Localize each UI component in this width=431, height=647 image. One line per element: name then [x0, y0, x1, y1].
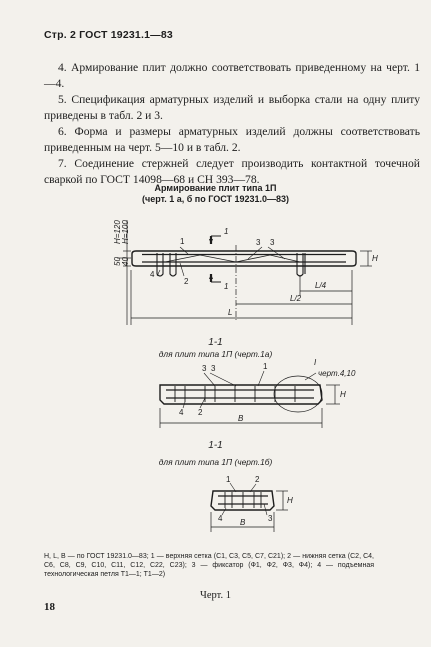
callout-3b: 3	[270, 238, 275, 247]
figure-legend: Н, L, В — по ГОСТ 19231.0—83; 1 — верхняя сетка (С1, С3, С5, С7, С21); 2 — нижняя сетка (С2, С4, С6, С8, С9, С10, С11, С12, С22, С23); 3 — фиксатор (Ф1, Ф2, Ф3, Ф4); 4 — подъемная технологическая петля Т1—1; Т1—2)	[44, 553, 374, 578]
section-a-callout-3a: 3	[202, 364, 207, 373]
page-header: Стр. 2 ГОСТ 19231.1—83	[44, 29, 173, 41]
section-b-dim-h: Н	[287, 496, 293, 505]
section-b-title: 1-1	[208, 440, 223, 451]
paragraph-6: 6. Форма и размеры арматурных изделий должны соответствовать приведенным на черт. 5—10 и в табл. 2.	[44, 125, 420, 154]
page-number: 18	[44, 601, 55, 613]
figure-subtitle: (черт. 1 а, б по ГОСТ 19231.0—83)	[141, 194, 290, 204]
section-a-ref: черт.4,10	[318, 369, 356, 378]
section-a-callout-I: I	[314, 358, 317, 367]
section-a-subtitle: для плит типа 1П (черт.1а)	[158, 349, 273, 359]
section-b-callout-1: 1	[226, 475, 231, 484]
figure-title: Армирование плит типа 1П	[154, 183, 277, 193]
section-a-dim-b: В	[238, 414, 244, 423]
cut-mark-bottom: 1	[224, 282, 229, 291]
section-a-callout-3b: 3	[211, 364, 216, 373]
dim-l: L	[228, 308, 233, 317]
callout-2: 2	[184, 277, 189, 286]
dim-50: 50	[113, 257, 122, 266]
section-a-title: 1-1	[208, 337, 223, 348]
dim-l2: L/2	[290, 294, 302, 303]
section-b-subtitle: для плит типа 1П (черт.1б)	[158, 457, 273, 467]
paragraph-4: 4. Армирование плит должно соответствовать приведенному на черт. 1—4.	[44, 61, 420, 90]
callout-3a: 3	[256, 238, 261, 247]
paragraph-7: 7. Соединение стержней следует производить контактной точечной сваркой по ГОСТ 14098—68 и СН 393—78.	[44, 157, 420, 186]
dim-h100: Н=100	[121, 220, 130, 244]
dim-40: 40	[121, 257, 130, 266]
section-a-callout-1: 1	[263, 362, 268, 371]
section-a-callout-2: 2	[198, 408, 203, 417]
section-b-callout-4: 4	[218, 514, 223, 523]
dim-h120: Н=120	[113, 220, 122, 244]
section-b-dim-b: В	[240, 518, 246, 527]
figure-caption: Черт. 1	[200, 590, 231, 601]
dim-l4: L/4	[315, 281, 327, 290]
section-a-callout-4: 4	[179, 408, 184, 417]
paragraph-5: 5. Спецификация арматурных изделий и выборка стали на одну плиту приведены в табл. 2 и 3.	[44, 93, 420, 122]
section-a-dim-h: Н	[340, 390, 346, 399]
section-b-callout-2: 2	[255, 475, 260, 484]
cut-mark-top: 1	[224, 227, 229, 236]
callout-4: 4	[150, 270, 155, 279]
callout-1: 1	[180, 237, 185, 246]
dim-h-right: Н	[372, 254, 378, 263]
section-b-callout-3: 3	[268, 514, 273, 523]
